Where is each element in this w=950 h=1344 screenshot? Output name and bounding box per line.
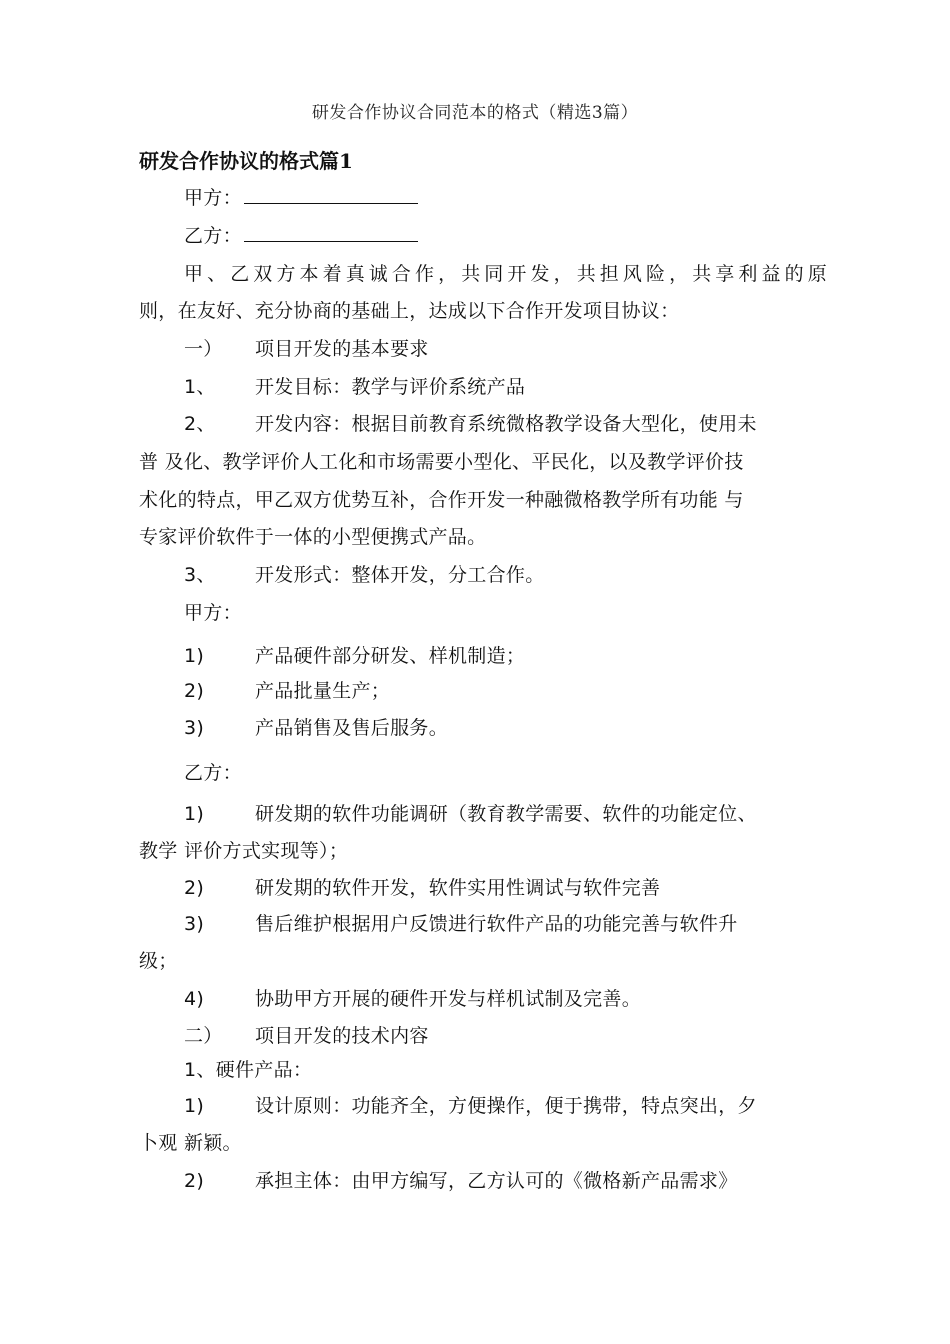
item-3 [184,560,545,587]
section-1-number: 一） [184,338,223,360]
hardware-item-1-number: 1) [184,1095,205,1117]
item-2 [184,409,757,436]
party-b-duty-4 [184,984,641,1011]
party-b-duty-2-number: 2) [184,877,205,899]
party-b-duty-4-text: 协助甲方开展的硬件开发与样机试制及完善。 [255,988,642,1010]
party-a-label: 甲方： [184,187,242,209]
section-heading: 研发合作协议的格式篇1 [139,149,353,173]
document-title: 研发合作协议合同范本的格式（精选3篇） [311,103,639,123]
party-b-duty-3-text: 售后维护根据用户反馈进行软件产品的功能完善与软件升 [255,913,738,935]
section-1-heading [184,334,429,361]
hardware-item-1-text: 设计原则：功能齐全，方便操作，便于携带，特点突出，夕 [255,1095,757,1117]
party-b-duty-3 [184,909,738,936]
hardware-item-2-number: 2) [184,1170,205,1192]
hardware-item-1 [184,1091,757,1118]
hardware-label: 1、硬件产品： [184,1059,313,1081]
party-a-duty-2 [184,676,390,703]
party-a-duty-3-number: 3) [184,717,205,739]
party-b-duty-2 [184,873,660,900]
party-b-duty-1 [184,799,757,826]
party-a-duty-1-number: 1) [184,645,205,667]
section-1-text: 项目开发的基本要求 [255,338,429,360]
party-b-duty-3-line-2: 级； [139,950,178,972]
party-a-duty-3-text: 产品销售及售后服务。 [255,717,449,739]
section-2-number: 二） [184,1025,223,1047]
party-a-duty-2-text: 产品批量生产； [255,680,391,702]
party-b-duty-2-text: 研发期的软件开发，软件实用性调试与软件完善 [255,877,661,899]
party-b-duty-1-text: 研发期的软件功能调研（教育教学需要、软件的功能定位、 [255,803,757,825]
section-2-text: 项目开发的技术内容 [255,1025,429,1047]
party-b-label: 乙方： [184,225,242,247]
item-3-text: 开发形式：整体开发，分工合作。 [255,564,545,586]
hardware-item-2-text: 承担主体：由甲方编写，乙方认可的《微格新产品需求》 [255,1170,738,1192]
item-2-text: 开发内容：根据目前教育系统微格教学设备大型化，使用未 [255,413,757,435]
item-1-number: 1、 [184,376,216,398]
item-1-text: 开发目标：教学与评价系统产品 [255,376,526,398]
party-a-line [184,183,418,210]
item-2-line-4: 专家评价软件于一体的小型便携式产品。 [139,526,487,548]
item-2-line-2: 普 及化、教学评价人工化和市场需要小型化、平民化，以及教学评价技 [139,451,744,473]
party-b-duty-label: 乙方： [184,762,242,784]
party-a-duty-label: 甲方： [184,602,242,624]
hardware-item-1-line-2: 卜观 新颖。 [139,1132,242,1154]
party-b-blank [244,224,418,242]
section-2-heading [184,1021,429,1048]
party-a-duty-1-text: 产品硬件部分研发、样机制造； [255,645,526,667]
item-2-line-3: 术化的特点，甲乙双方优势互补，合作开发一种融微格教学所有功能 与 [139,489,744,511]
party-a-duty-2-number: 2) [184,680,205,702]
party-b-duty-1-line-2: 教学 评价方式实现等）； [139,840,349,862]
party-b-duty-1-number: 1) [184,803,205,825]
hardware-item-2 [184,1166,738,1193]
party-a-blank [244,186,418,204]
party-b-line [184,221,418,248]
party-a-duty-1 [184,641,525,668]
party-a-duty-3 [184,713,448,740]
intro-line-2: 则，在友好、充分协商的基础上，达成以下合作开发项目协议： [139,300,680,322]
item-2-number: 2、 [184,413,216,435]
party-b-duty-3-number: 3) [184,913,205,935]
intro-line-1: 甲、乙双方本着真诚合作，共同开发，共担风险，共享利益的原 [184,263,827,285]
item-1 [184,372,525,399]
party-b-duty-4-number: 4) [184,988,205,1010]
item-3-number: 3、 [184,564,216,586]
